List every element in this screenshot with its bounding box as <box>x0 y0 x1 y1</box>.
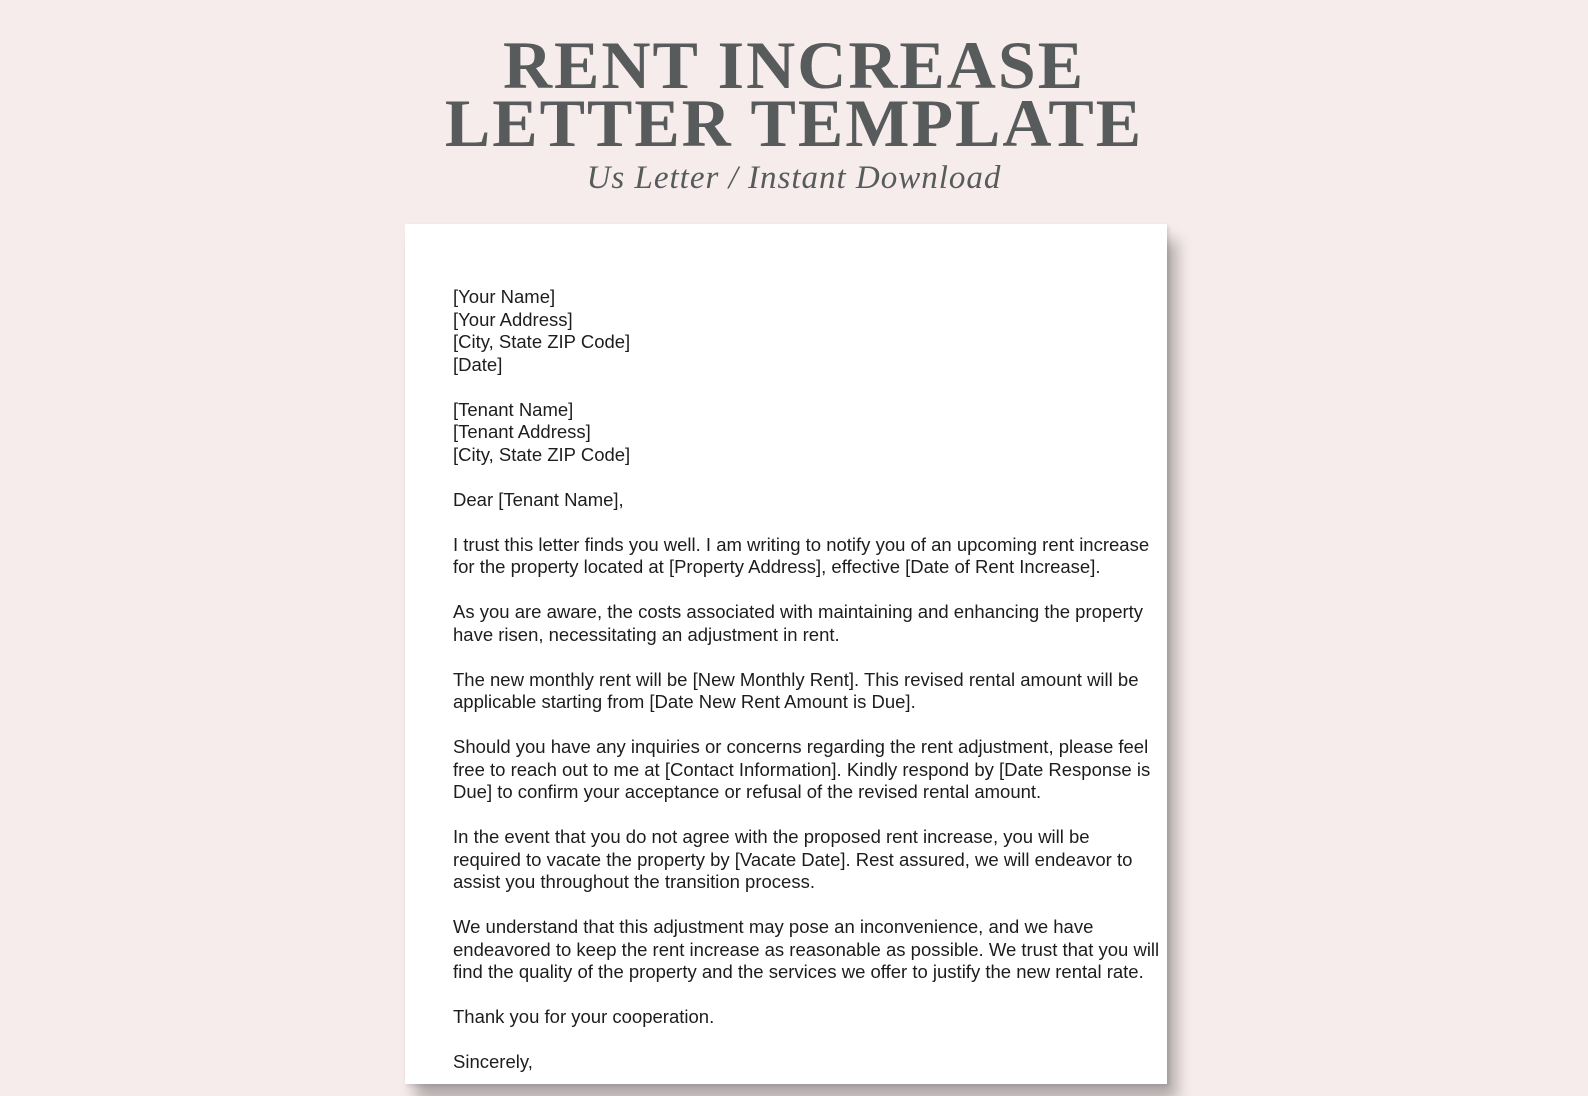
sender-address-block <box>453 286 1133 376</box>
paragraph-line: find the quality of the property and the services we offer to justify the new rental rate. <box>453 961 1144 982</box>
page-header <box>0 0 1588 198</box>
letter-date: [Date] <box>453 353 503 375</box>
paragraph-vacate <box>453 826 1133 894</box>
paragraph-line: In the event that you do not agree with the proposed rent increase, you will be <box>453 826 1090 847</box>
paragraph-line: Due] to confirm your acceptance or refusal of the revised rental amount. <box>453 781 1042 802</box>
paragraph-line: The new monthly rent will be [New Monthly Rent]. This revised rental amount will be <box>453 668 1139 690</box>
tenant-address: [Tenant Address] <box>453 421 591 442</box>
title-line-1: RENT INCREASE <box>502 27 1086 103</box>
letter-body <box>453 286 1160 1096</box>
paragraph-line: have risen, necessitating an adjustment in rent. <box>453 623 840 645</box>
paragraph-line: assist you throughout the transition process. <box>453 871 815 892</box>
paragraph-understanding <box>453 916 1160 984</box>
paragraph-line: We understand that this adjustment may pose an inconvenience, and we have <box>453 916 1094 937</box>
paragraph-new-rent <box>453 668 1139 714</box>
sender-name: [Your Name] <box>453 286 556 307</box>
recipient-address-block <box>453 399 1133 467</box>
paragraph-line: required to vacate the property by [Vacate Date]. Rest assured, we will endeavor to <box>453 848 1133 870</box>
paragraph-line: endeavored to keep the rent increase as reasonable as possible. We trust that you will <box>453 938 1160 960</box>
paragraph-line: free to reach out to me at [Contact Information]. Kindly respond by [Date Response is <box>453 758 1151 780</box>
paragraph-costs <box>453 601 1144 646</box>
paragraph-inquiries <box>453 736 1151 804</box>
subtitle: Us Letter / Instant Download <box>586 160 1002 196</box>
closing: Sincerely, <box>453 1051 533 1072</box>
paragraph-thanks <box>453 1006 1133 1029</box>
paragraph-intro <box>453 533 1150 579</box>
paragraph-line: As you are aware, the costs associated with maintaining and enhancing the property <box>453 601 1144 622</box>
paragraph-line: I trust this letter finds you well. I am writing to notify you of an upcoming rent increase <box>453 533 1150 555</box>
paragraph-line: applicable starting from [Date New Rent Amount is Due]. <box>453 691 916 712</box>
paragraph-line: Thank you for your cooperation. <box>453 1006 715 1027</box>
title-line-2: LETTER TEMPLATE <box>444 85 1144 161</box>
paragraph-line: Should you have any inquiries or concerns regarding the rent adjustment, please feel <box>453 736 1149 757</box>
sender-address: [Your Address] <box>453 308 573 330</box>
letter-page <box>405 224 1167 1084</box>
paragraph-line: for the property located at [Property Address], effective [Date of Rent Increase]. <box>453 556 1101 577</box>
sender-city: [City, State ZIP Code] <box>453 331 631 352</box>
tenant-name: [Tenant Name] <box>453 398 574 420</box>
salutation: Dear [Tenant Name], <box>453 488 624 510</box>
tenant-city: [City, State ZIP Code] <box>453 443 631 465</box>
